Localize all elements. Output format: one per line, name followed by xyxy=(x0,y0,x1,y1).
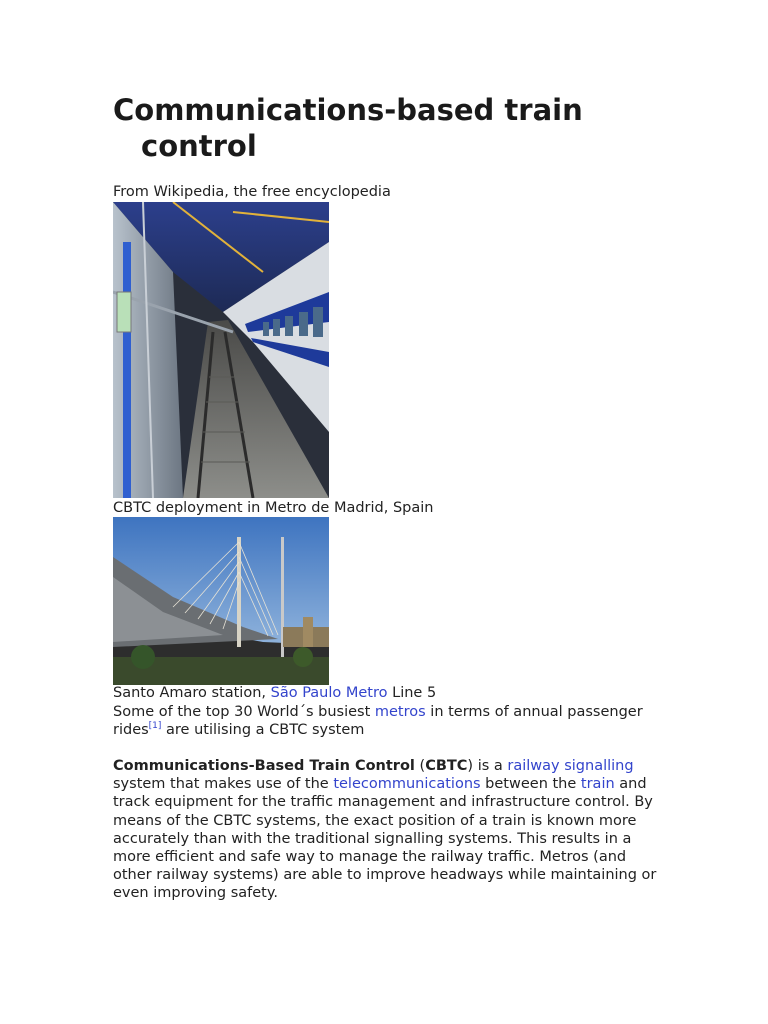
caption-text: in terms of annual passenger rides xyxy=(113,703,643,738)
paragraph-text: between the xyxy=(480,776,581,793)
sao-paulo-metro-link[interactable]: São Paulo Metro xyxy=(270,685,388,701)
paragraph-text: ) is a xyxy=(467,758,508,774)
page-title: Communications-based train control xyxy=(113,93,583,163)
madrid-metro-photo[interactable] xyxy=(113,202,329,498)
figure-caption: CBTC deployment in Metro de Madrid, Spain xyxy=(113,500,434,516)
paragraph-text: and track equipment for the traffic management and infrastructure control. By means of the CBTC systems, the exact position of a train is known more accurately than with the traditional signalling systems. This results in a more efficient and safe way to manage the railway traffic. Metros (and other railway systems) are able to improve headways while maintaining or even improving safety. xyxy=(113,776,657,902)
railway-signalling-link[interactable]: railway signalling xyxy=(507,758,634,774)
train-link[interactable]: train xyxy=(580,776,615,793)
paragraph-text: system that makes use of the xyxy=(113,776,334,793)
caption-text: Line 5 xyxy=(387,685,437,701)
article-subtitle: From Wikipedia, the free encyclopedia xyxy=(113,184,391,200)
madrid-metro-image xyxy=(113,202,329,498)
paragraph-text: ( xyxy=(414,758,426,774)
intro-paragraph xyxy=(113,757,663,903)
metros-link[interactable]: metros xyxy=(374,703,426,720)
santo-amaro-image xyxy=(113,517,329,685)
term-abbr: CBTC xyxy=(425,758,468,774)
santo-amaro-photo[interactable] xyxy=(113,517,329,685)
caption-text: are utilising a CBTC system xyxy=(161,722,365,738)
term-name: Communications-Based Train Control xyxy=(113,758,415,774)
caption-text: Santo Amaro station, xyxy=(113,685,271,701)
telecommunications-link[interactable]: telecommunications xyxy=(333,776,481,793)
caption-text: Some of the top 30 World´s busiest xyxy=(113,703,375,720)
reference-1-link[interactable]: [1] xyxy=(148,721,162,732)
figure-caption-sao-paulo xyxy=(113,684,673,740)
